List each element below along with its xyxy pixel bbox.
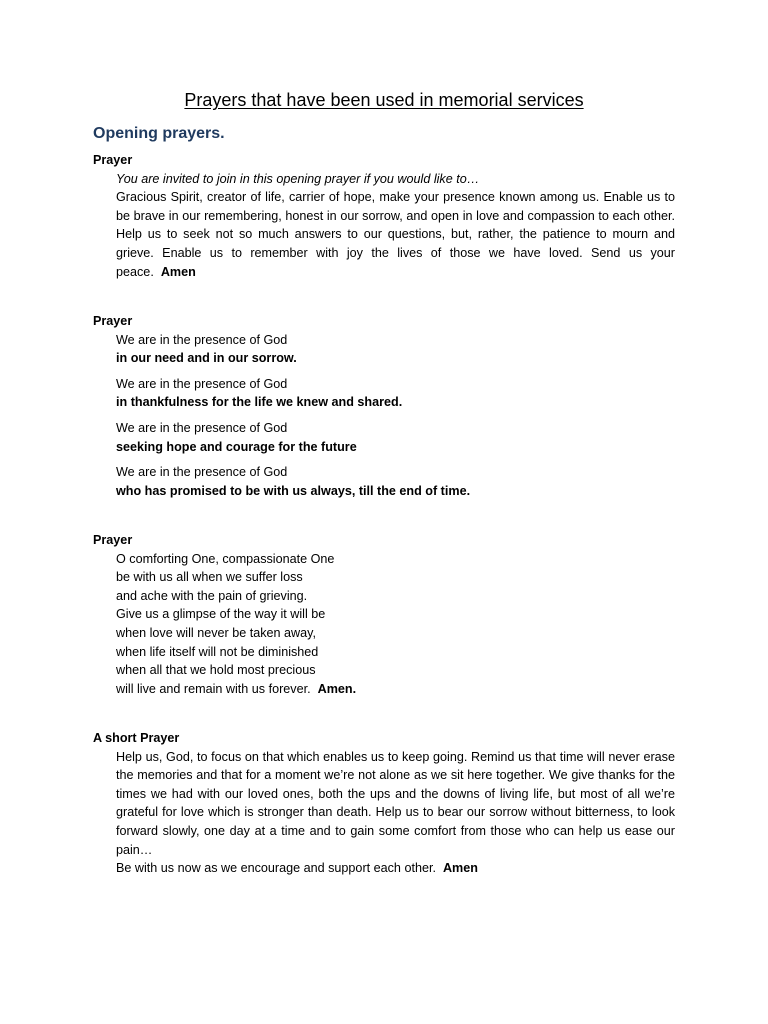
- prayer-line: and ache with the pain of grieving.: [116, 588, 308, 603]
- section-heading-opening-prayers: Opening prayers.: [93, 125, 225, 142]
- prayer-label: Prayer: [93, 314, 133, 328]
- litany-response: who has promised to be with us always, till the end of time.: [116, 483, 471, 498]
- litany-response: in our need and in our sorrow.: [116, 351, 297, 366]
- prayer-amen: Amen.: [317, 681, 357, 696]
- prayer-line: Give us a glimpse of the way it will be: [116, 607, 326, 622]
- litany-response: seeking hope and courage for the future: [116, 439, 357, 454]
- prayer-intro: You are invited to join in this opening prayer if you would like to…: [116, 171, 480, 186]
- prayer-closing: Be with us now as we encourage and support each other. Amen: [116, 861, 478, 876]
- litany-pair: [116, 419, 675, 456]
- litany-pair: [116, 375, 675, 412]
- prayer-line: when life itself will not be diminished: [116, 644, 319, 659]
- prayer-body: [116, 550, 675, 699]
- prayer-block-4: [93, 729, 675, 878]
- prayer-line-last: will live and remain with us forever. Amen.: [116, 681, 357, 696]
- prayer-amen: Amen: [160, 264, 196, 279]
- prayer-body: [116, 331, 675, 501]
- prayer-block-3: [93, 531, 675, 698]
- prayer-line: be with us all when we suffer loss: [116, 570, 303, 585]
- prayer-label: Prayer: [93, 153, 133, 167]
- prayer-block-1: [93, 151, 675, 281]
- prayer-text: Help us, God, to focus on that which enables us to keep going. Remind us that time will never erase the memories and that for a moment we’re not alone as we sit here together. We give thanks for the times we had with our loved ones, both the ups and the downs of living life, but most of all we’re grateful for love which is stronger than death. Help us to bear our sorrow without bitterness, to look forward slowly, one day at a time and to gain some comfort from those who can help us ease our pain…: [116, 749, 675, 857]
- prayer-label: A short Prayer: [93, 731, 180, 745]
- litany-response: in thankfulness for the life we knew and shared.: [116, 395, 403, 410]
- litany-call: We are in the presence of God: [116, 332, 288, 347]
- litany-call: We are in the presence of God: [116, 376, 288, 391]
- litany-pair: [116, 463, 675, 500]
- litany-pair: [116, 331, 675, 368]
- prayer-line: O comforting One, compassionate One: [116, 551, 335, 566]
- prayer-label: Prayer: [93, 533, 133, 547]
- prayer-amen: Amen: [442, 861, 478, 876]
- litany-call: We are in the presence of God: [116, 420, 288, 435]
- document-title: Prayers that have been used in memorial services: [184, 90, 584, 110]
- prayer-text: Gracious Spirit, creator of life, carrier of hope, make your presence known among us. Enable us to be brave in our remembering, honest in our sorrow, and open in love and compassion to each other. Help us to seek not so much answers to our questions, but, rather, the patience to mourn and grieve. Enable us to remember with joy the lives of those we have loved. Send us your peace. Amen: [116, 190, 675, 279]
- litany-call: We are in the presence of God: [116, 465, 288, 480]
- prayer-block-2: [93, 312, 675, 507]
- prayer-line: when love will never be taken away,: [116, 625, 316, 640]
- prayer-line: when all that we hold most precious: [116, 663, 316, 678]
- prayer-body: [116, 170, 675, 282]
- prayer-body: [116, 748, 675, 878]
